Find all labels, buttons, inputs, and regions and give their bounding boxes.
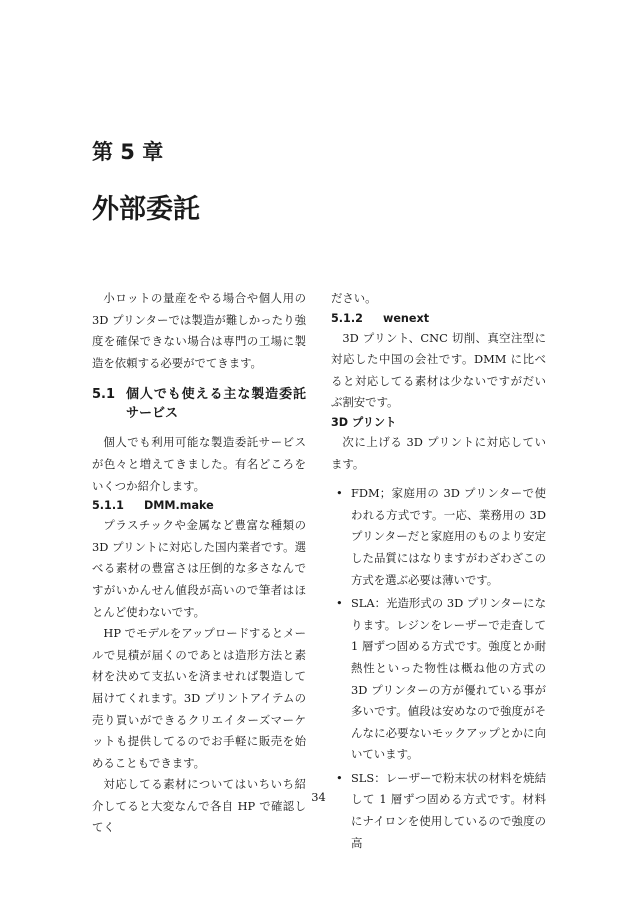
right-column bbox=[331, 288, 546, 856]
subsection-title: DMM.make bbox=[144, 499, 214, 513]
left-column bbox=[92, 288, 306, 839]
page-number: 34 bbox=[311, 790, 326, 804]
subsection-heading bbox=[92, 497, 306, 515]
bullet-icon: • bbox=[336, 596, 343, 611]
subsection-number: 5.1.1 bbox=[92, 499, 124, 513]
section-number: 5.1 bbox=[92, 387, 116, 403]
wenext-paragraph: 3D プリント、CNC 切削、真空注型に対応した中国の会社です。DMM に比べると対応してる素材は少ないですがだいぶ割安です。 bbox=[331, 330, 546, 410]
bullet-icon: • bbox=[336, 486, 343, 501]
paragraph-heading: 3D プリント bbox=[331, 415, 397, 429]
chapter-title: 外部委託 bbox=[92, 194, 200, 225]
list-item-text: SLS：レーザーで粉末状の材料を焼結して 1 層ずつ固める方式です。材料にナイロンを使用しているので強度の高 bbox=[351, 770, 546, 850]
chapter-number: 第 5 章 bbox=[92, 140, 164, 164]
subsection-heading bbox=[331, 310, 546, 328]
section-heading bbox=[92, 385, 306, 423]
subsection-title: wenext bbox=[383, 311, 430, 325]
section-title: 個人でも使える主な製造委託サービス bbox=[126, 387, 306, 422]
dmm-paragraph-3: 対応してる素材についてはいちいち紹介してると大変なんで各自 HP で確認してく bbox=[92, 777, 306, 835]
list-item bbox=[331, 483, 546, 591]
section-body: 個人でも利用可能な製造委託サービスが色々と増えてきました。有名どころをいくつか紹介します。 bbox=[92, 435, 306, 493]
list-item-text: FDM；家庭用の 3D プリンターで使われる方式です。一応、業務用の 3D プリンターだと家庭用のものより安定した品質にはなりますがわざわざこの方式を選ぶ必要は薄いです。 bbox=[351, 486, 546, 587]
list-item bbox=[331, 593, 546, 766]
dmm-paragraph-2: HP でモデルをアップロードするとメールで見積が届くのであとは造形方法と素材を決めて支払いを済ませれば製造して届けてくれます。3D プリントアイテムの売り買いができるクリエイターズマーケットも提供してるのでお手軽に販売を始めることもできます。 bbox=[92, 626, 306, 770]
paragraph-body: 次に上げる 3D プリントに対応しています。 bbox=[331, 434, 546, 471]
list-item bbox=[331, 768, 546, 854]
subsection-number: 5.1.2 bbox=[331, 311, 363, 325]
continuation-text: ださい。 bbox=[331, 291, 377, 305]
bullet-icon: • bbox=[336, 770, 343, 785]
list-item-text: SLA：光造形式の 3D プリンターになります。レジンをレーザーで走査して 1 層ずつ固める方式です。強度とか耐熱性といった物性は概ね他の方式の 3D プリンターの方が優れている事が多いです。値段は安めなので強度がそんなに必要ないモックアップとかに向いています。 bbox=[351, 596, 546, 762]
dmm-paragraph-1: プラスチックや金属など豊富な種類の 3D プリントに対応した国内業者です。選べる素材の豊富さは圧倒的な多さなんですがいかんせん値段が高いので筆者はほとんど使わないです。 bbox=[92, 518, 306, 619]
intro-paragraph: 小ロットの量産をやる場合や個人用の 3D プリンターでは製造が難しかったり強度を確保できない場合は専門の工場に製造を依頼する必要がでてきます。 bbox=[92, 291, 306, 370]
